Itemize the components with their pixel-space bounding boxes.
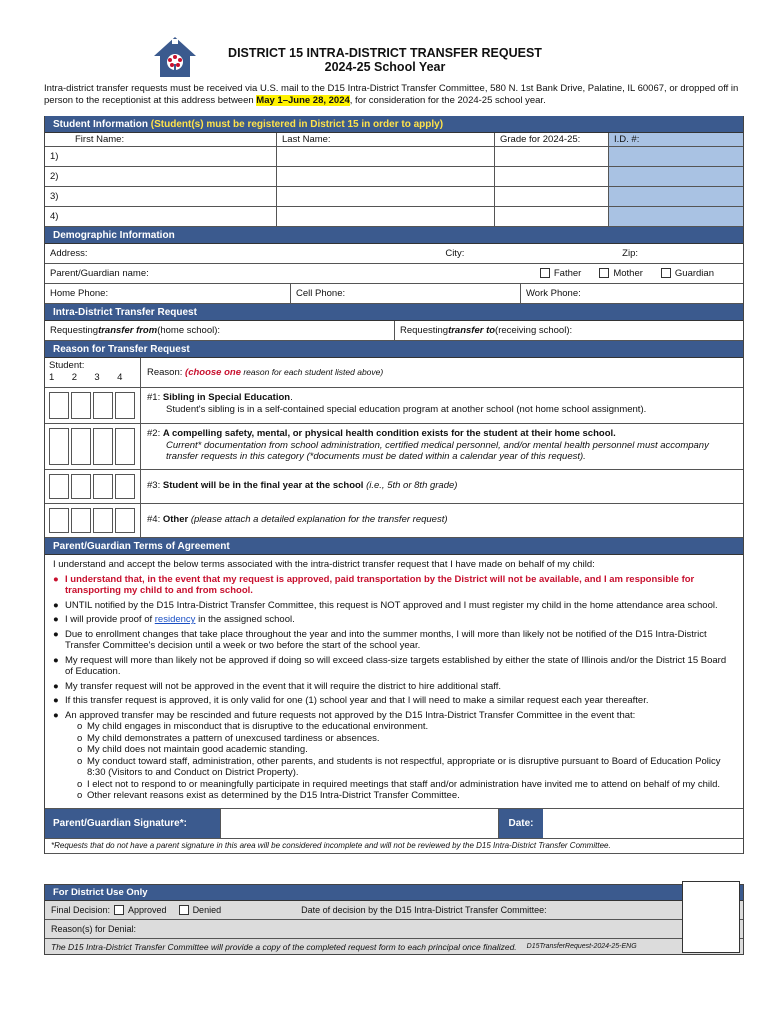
student-checkbox[interactable] (93, 474, 113, 499)
residency-link[interactable]: residency (154, 614, 196, 625)
student-checkbox[interactable] (49, 428, 69, 465)
final-decision-row: Final Decision: Approved Denied Date of decision by the D15 Intra-District Transfer Committee: (45, 901, 743, 920)
terms-list: I understand and accept the below terms associated with the intra-district transfer request that I have made on behalf of my child: ● I understand that, in the event that my request is approved, paid transportation by the District will not be available, and I am responsible for transporting my child to and from school. ● UNTIL notified by the D15 Intra-District Transfer Committee, this request is NOT approved and I must register my child in the home attendance area school. ● I will provide proof of residency in the assigned school. ● Due to enrollment changes that take place throughout the year and into the summer months, I will more than likely not be notified of the D15 Intra-District Transfer Committee's decision until a week or two before the start of the school year. ● My request will more than likely not be approved if doing so will exceed class-size targets established by either the state of Illinois and/or the District 15 Board of Education. ● My transfer request will not be approved in the event that it will require the district to hire additional staff. ● If this transfer request is approved, it is only valid for one (1) school year and that I will need to make a similar request each year thereafter. ● An approved transfer may be rescinded and future requests not approved by the D15 Intra-District Transfer Committee in the event that: o My child engages in misconduct that is disruptive to the educational environment. o My child demonstrates a pattern of unexcused tardiness or absences. o My child does not maintain good academic standing. o My conduct toward staff, administration, other parents, and students is not respectful, appropriate or is disruptive pursuant to Board of Education Policy 8:30 (Visitors to and Conduct on District Property). o I elect not to respond to or meaningfully participate in required meetings that staff and/or administration have invited me to attend on behalf of my child. o Other relevant reasons exist as determined by the D15 Intra-District Transfer Committee. (45, 555, 743, 809)
signature-field[interactable] (220, 809, 499, 838)
student-checkbox[interactable] (115, 392, 135, 419)
list-item: ● I will provide proof of residency in the assigned school. (53, 614, 295, 625)
sub-item: o Other relevant reasons exist as determined by the D15 Intra-District Transfer Committee. (77, 790, 460, 801)
student-checkbox[interactable] (71, 428, 91, 465)
reason-bar: Reason for Transfer Request (45, 341, 743, 358)
district-use-section (44, 884, 744, 955)
sub-item: o I elect not to respond to or meaningfully participate in required meetings that staff and/or administration have invited me to attend on behalf of my child. (77, 778, 720, 790)
student-row[interactable]: 3) (45, 187, 743, 207)
list-item: ● My request will more than likely not be approved if doing so will exceed class-size targets established by either the state of Illinois and/or the District 15 Board of Education. (53, 654, 727, 677)
mother-checkbox[interactable]: Mother (599, 268, 643, 279)
phone-row[interactable] (45, 284, 743, 304)
cell-phone-label[interactable]: Cell Phone: (291, 284, 521, 303)
reason-option-4[interactable]: #4: Other (please attach a detailed explanation for the transfer request) (45, 504, 743, 538)
terms-bar: Parent/Guardian Terms of Agreement (45, 538, 743, 555)
approved-checkbox[interactable]: Approved (114, 905, 167, 916)
date-field[interactable] (543, 809, 743, 838)
transfer-from-field[interactable]: Requesting transfer from (home school): (45, 321, 395, 340)
student-checkbox[interactable] (71, 392, 91, 419)
denial-reason-row[interactable]: Reason(s) for Denial: (45, 920, 743, 939)
student-checkbox[interactable] (115, 474, 135, 499)
intro-text: Intra-district transfer requests must be received via U.S. mail to the D15 Intra-District Transfer Committee, 580 N. 1st Bank Drive, Palatine, IL 60067, or dropped off in person to the receptionist at this address between May 1–June 28, 2024, for consideration for the 2024-25 school year. (44, 83, 739, 106)
father-checkbox[interactable]: Father (540, 268, 581, 279)
student-checkbox[interactable] (115, 508, 135, 533)
district-footer: The D15 Intra-District Transfer Committee will provide a copy of the completed request form to each principal once finalized. D15TransferRequest-2024-25-ENG (45, 939, 743, 954)
list-item: ● An approved transfer may be rescinded and future requests not approved by the D15 Intra-District Transfer Committee in the event that: o My child engages in misconduct that is disruptive to the educational environment. o My child demonstrates a pattern of unexcused tardiness or absences. o My child does not maintain good academic standing. o My conduct toward staff, administration, other parents, and students is not respectful, appropriate or is disruptive pursuant to Board of Education Policy 8:30 (Visitors to and Conduct on District Property). o I elect not to respond to or meaningfully participate in required meetings that staff and/or administration have invited me to attend on behalf of my child. o Other relevant reasons exist as determined by the D15 Intra-District Transfer Committee. (53, 710, 735, 802)
signature-note: *Requests that do not have a parent signature in this area will be considered incomplete and will not be reviewed by the D15 Intra-District Transfer Committee. (45, 839, 743, 854)
list-item: ● Due to enrollment changes that take place throughout the year and into the summer months, I will more than likely not be notified of the D15 Intra-District Transfer Committee's decision until a week or two before the start of the school year. (53, 628, 707, 651)
student-checkbox[interactable] (49, 474, 69, 499)
denied-checkbox[interactable]: Denied (179, 905, 222, 916)
sub-item: o My conduct toward staff, administration, other parents, and students is not respectful, appropriate or is disruptive pursuant to Board of Education Policy 8:30 (Visitors to and Conduct on District Property). (77, 755, 721, 778)
list-item: ● UNTIL notified by the D15 Intra-District Transfer Committee, this request is NOT approved and I must register my child in the home attendance area school. (53, 599, 718, 611)
student-checkbox[interactable] (115, 428, 135, 465)
guardian-name-label: Parent/Guardian name: (50, 268, 149, 279)
signature-label: Parent/Guardian Signature*: (45, 809, 220, 838)
district-use-bar: For District Use Only (45, 885, 743, 901)
guardian-checkbox[interactable]: Guardian (661, 268, 714, 279)
student-row[interactable]: 1) (45, 147, 743, 167)
reason-header-row: Student: 1 2 3 4 Reason: (choose one reason for each student listed above) (45, 358, 743, 388)
student-info-bar: Student Information (Student(s) must be registered in District 15 in order to apply) (45, 116, 743, 133)
form-code: D15TransferRequest-2024-25-ENG (526, 943, 637, 950)
date-label: Date: (499, 809, 543, 838)
sub-item: o My child engages in misconduct that is disruptive to the educational environment. (77, 721, 429, 732)
guardian-row[interactable] (45, 264, 743, 284)
city-label: City: (445, 248, 465, 259)
student-checkbox[interactable] (93, 392, 113, 419)
demographic-bar: Demographic Information (45, 227, 743, 244)
student-header-row: First Name: Last Name: Grade for 2024-25: I.D. #: (45, 133, 743, 147)
zip-label: Zip: (622, 248, 638, 259)
stamp-box (682, 881, 740, 953)
home-phone-label[interactable]: Home Phone: (45, 284, 291, 303)
date-highlight: May 1–June 28, 2024 (256, 95, 350, 106)
work-phone-label[interactable]: Work Phone: (526, 288, 581, 299)
sub-item: o My child does not maintain good academic standing. (77, 744, 308, 755)
student-checkbox[interactable] (93, 428, 113, 465)
student-checkbox[interactable] (71, 474, 91, 499)
form-subtitle: 2024-25 School Year (324, 60, 446, 74)
reason-option-2[interactable]: #2: A compelling safety, mental, or physical health condition exists for the student at their home school. Current* documentation from school administration, certified medical personnel, and/or mental health personnel must accompany transfer requests in this category (*documents must be dated within a calendar year of this request). (45, 424, 743, 470)
student-checkbox[interactable] (71, 508, 91, 533)
student-checkbox[interactable] (49, 508, 69, 533)
main-form (44, 116, 744, 854)
transfer-bar: Intra-District Transfer Request (45, 304, 743, 321)
reason-option-1[interactable]: #1: Sibling in Special Education. Student's sibling is in a self-contained special education program at another school (not home school assignment). (45, 388, 743, 424)
address-row[interactable] (45, 244, 743, 264)
student-checkbox[interactable] (93, 508, 113, 533)
reason-option-3[interactable]: #3: Student will be in the final year at the school (i.e., 5th or 8th grade) (45, 470, 743, 504)
student-row[interactable]: 4) (45, 207, 743, 227)
form-title: DISTRICT 15 INTRA-DISTRICT TRANSFER REQUEST (228, 46, 542, 60)
list-item: ● I understand that, in the event that my request is approved, paid transportation by the District will not be available, and I am responsible for transporting my child to and from school. (53, 573, 695, 596)
list-item: ● My transfer request will not be approved in the event that it will require the district to hire additional staff. (53, 680, 501, 692)
list-item: ● If this transfer request is approved, it is only valid for one (1) school year and that I will need to make a similar request each year thereafter. (53, 695, 649, 706)
address-label: Address: (50, 248, 88, 259)
signature-row (45, 809, 743, 839)
student-checkbox[interactable] (49, 392, 69, 419)
transfer-to-field[interactable]: Requesting transfer to (receiving school): (400, 325, 573, 336)
sub-item: o My child demonstrates a pattern of unexcused tardiness or absences. (77, 732, 380, 744)
transfer-row[interactable] (45, 321, 743, 341)
student-row[interactable]: 2) (45, 167, 743, 187)
